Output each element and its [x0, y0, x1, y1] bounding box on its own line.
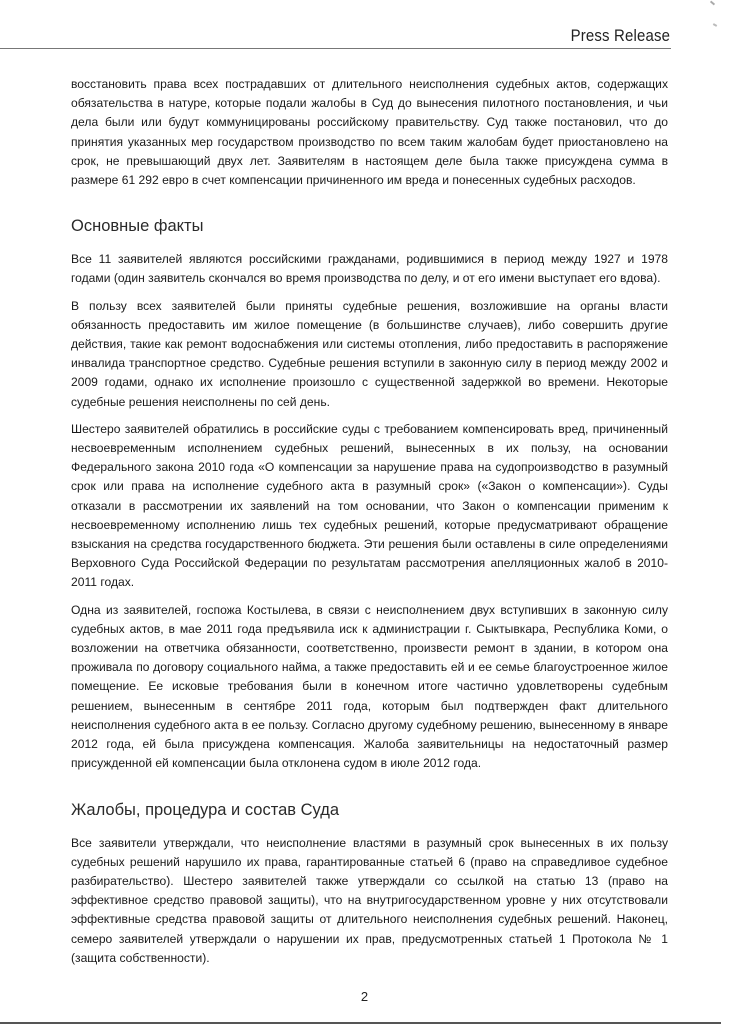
document-body — [71, 75, 668, 976]
body-paragraph: В пользу всех заявителей были приняты судебные решения, возложившие на органы власти обязанность предоставить им жилое помещение (в большинстве случаев), либо совершить другие действия, такие как ремонт водоснабжения или системы отопления, либо предоставить в распоряжение инвалида транспортное средство. Судебные решения вступили в законную силу в период между 2002 и 2009 годами, однако их исполнение произошло с существенной задержкой во времени. Некоторые судебные решения неисполнены по сей день. — [71, 298, 668, 409]
header-divider — [0, 48, 671, 49]
body-paragraph: Шестеро заявителей обратились в российские суды с требованием компенсировать вред, причиненный несвоевременным исполнением судебных решений, вынесенных в их пользу, на основании Федерального закона 2010 года «О компенсации за нарушение права на судопроизводство в разумный срок или права на исполнение судебного акта в разумный срок» («Закон о компенсации»). Суды отказали в рассмотрении их заявлений на том основании, что Закон о компенсации применим к несвоевременному исполнению лишь тех судебных решений, которые предусматривают обращение взыскания на средства государственного бюджета. Эти решения были оставлены в силе определениями Верховного Суда Российской Федерации по результатам рассмотрения апелляционных жалоб в 2010-2011 годах. — [71, 421, 668, 590]
body-paragraph: Все 11 заявителей являются российскими гражданами, родившимися в период между 1927 и 1978 годами (один заявитель скончался во время производства по делу, и от его имени выступает его вдова). — [71, 252, 668, 286]
page-number: 2 — [360, 989, 369, 1004]
section-heading-main-facts: Основные факты — [71, 217, 204, 236]
page-header-title: Press Release — [570, 26, 670, 45]
intro-paragraph: восстановить права всех пострадавших от длительного неисполнения судебных актов, содержащих обязательства в натуре, которые подали жалобы в Суд до вынесения пилотного постановления, и чьи дела были или будут коммуницированы российскому правительству. Суд также постановил, что до принятия указанных мер государством производство по всем таким жалобам будет приостановлено на срок, не превышающий двух лет. Заявителям в настоящем деле была также присуждена сумма в размере 61 292 евро в счет компенсации причиненного им вреда и понесенных судебных расходов. — [71, 77, 668, 188]
section-heading-complaints: Жалобы, процедура и состав Суда — [71, 800, 340, 819]
scan-speck — [713, 23, 717, 27]
scan-speck — [710, 1, 715, 6]
body-paragraph: Все заявители утверждали, что неисполнение властями в разумный срок вынесенных в их пользу судебных решений нарушило их права, гарантированные статьей 6 (право на справедливое судебное разбирательство). Шестеро заявителей также утверждали со ссылкой на статью 13 (право на эффективное средство правовой защиты), что на внутригосударственном уровне у них отсутствовали эффективные средства правовой защиты от длительного неисполнения судебных решений. Наконец, семеро заявителей утверждали о нарушении их прав, предусмотренных статьей 1 Протокола № 1 (защита собственности). — [71, 835, 668, 965]
body-paragraph: Одна из заявителей, госпожа Костылева, в связи с неисполнением двух вступивших в законную силу судебных актов, в мае 2011 года предъявила иск к администрации г. Сыктывкара, Республика Коми, о возложении на ответчика обязанности, соответственно, произвести ремонт в здании, в котором она проживала по договору социального найма, а также предоставить ей и ее семье благоустроенное жилое помещение. Ее исковые требования были в конечном итоге частично удовлетворены судебным решением, вынесенным в сентябре 2011 года, которым был подтвержден факт длительного неисполнения судебного акта в ее пользу. Согласно другому судебному решению, вынесенному в январе 2012 года, ей была присуждена компенсация. Жалоба заявительницы на недостаточный размер присужденной ей компенсации была отклонена судом в июле 2012 года. — [71, 602, 668, 771]
